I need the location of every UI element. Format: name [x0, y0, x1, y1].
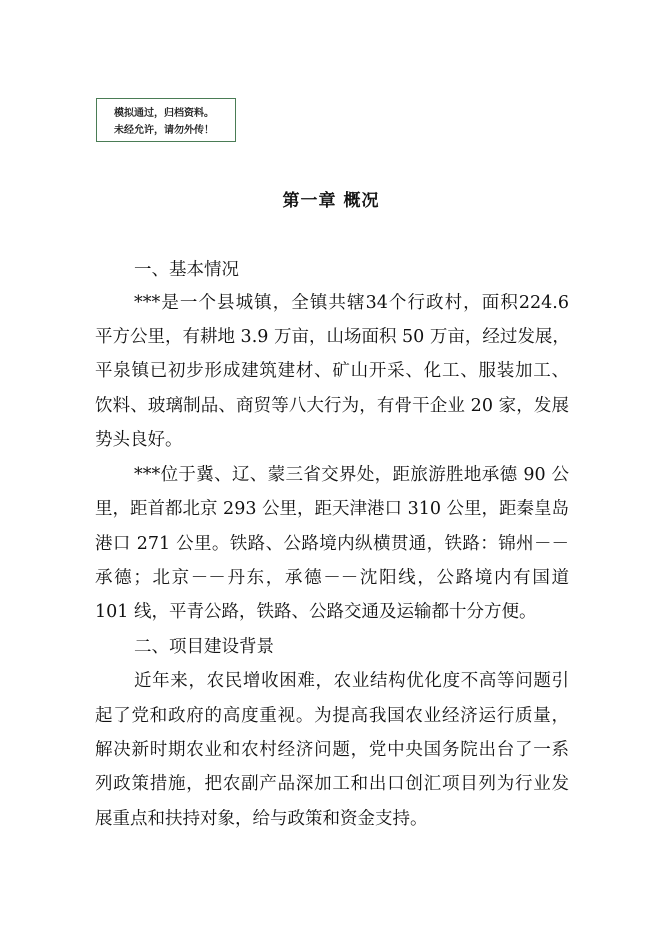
paragraph-line: ***是一个县城镇，全镇共辖34个行政村，面积224.6	[134, 293, 569, 313]
paragraph-line: 里，距首都北京 293 公里，距天津港口 310 公里，距秦皇岛	[95, 499, 570, 519]
paragraph-line: ***位于冀、辽、蒙三省交界处，距旅游胜地承德 90 公	[134, 465, 569, 485]
confidential-notice-box	[96, 98, 236, 142]
paragraph-line: 展重点和扶持对象，给与政策和资金支持。	[95, 809, 428, 829]
paragraph-line: 近年来，农民增收困难，农业结构优化度不高等问题引	[134, 671, 569, 691]
section-heading-basic-info: 一、基本情况	[134, 260, 239, 280]
chapter-title: 第一章 概况	[282, 191, 380, 211]
paragraph-line: 平泉镇已初步形成建筑建材、矿山开采、化工、服装加工、	[95, 361, 569, 381]
paragraph-line: 101 线，平青公路，铁路、公路交通及运输都十分方便。	[95, 602, 537, 622]
notice-line-1: 模拟通过，归档资料。	[114, 108, 214, 119]
paragraph-line: 平方公里，有耕地 3.9 万亩，山场面积 50 万亩，经过发展，	[95, 327, 570, 347]
paragraph-line: 解决新时期农业和农村经济问题，党中央国务院出台了一系	[95, 740, 569, 760]
paragraph-line: 饮料、玻璃制品、商贸等八大行为，有骨干企业 20 家，发展	[95, 396, 569, 416]
paragraph-line: 承德；北京－－丹东，承德－－沈阳线，公路境内有国道	[95, 568, 569, 588]
paragraph-line: 列政策措施，把农副产品深加工和出口创汇项目列为行业发	[95, 774, 569, 794]
paragraph-line: 起了党和政府的高度重视。为提高我国农业经济运行质量，	[95, 706, 569, 726]
paragraph-line: 港口 271 公里。铁路、公路境内纵横贯通，铁路：锦州－－	[95, 534, 569, 554]
notice-line-2: 未经允许，请勿外传！	[114, 125, 214, 136]
section-heading-project-background: 二、项目建设背景	[134, 637, 274, 657]
paragraph-line: 势头良好。	[95, 430, 183, 450]
